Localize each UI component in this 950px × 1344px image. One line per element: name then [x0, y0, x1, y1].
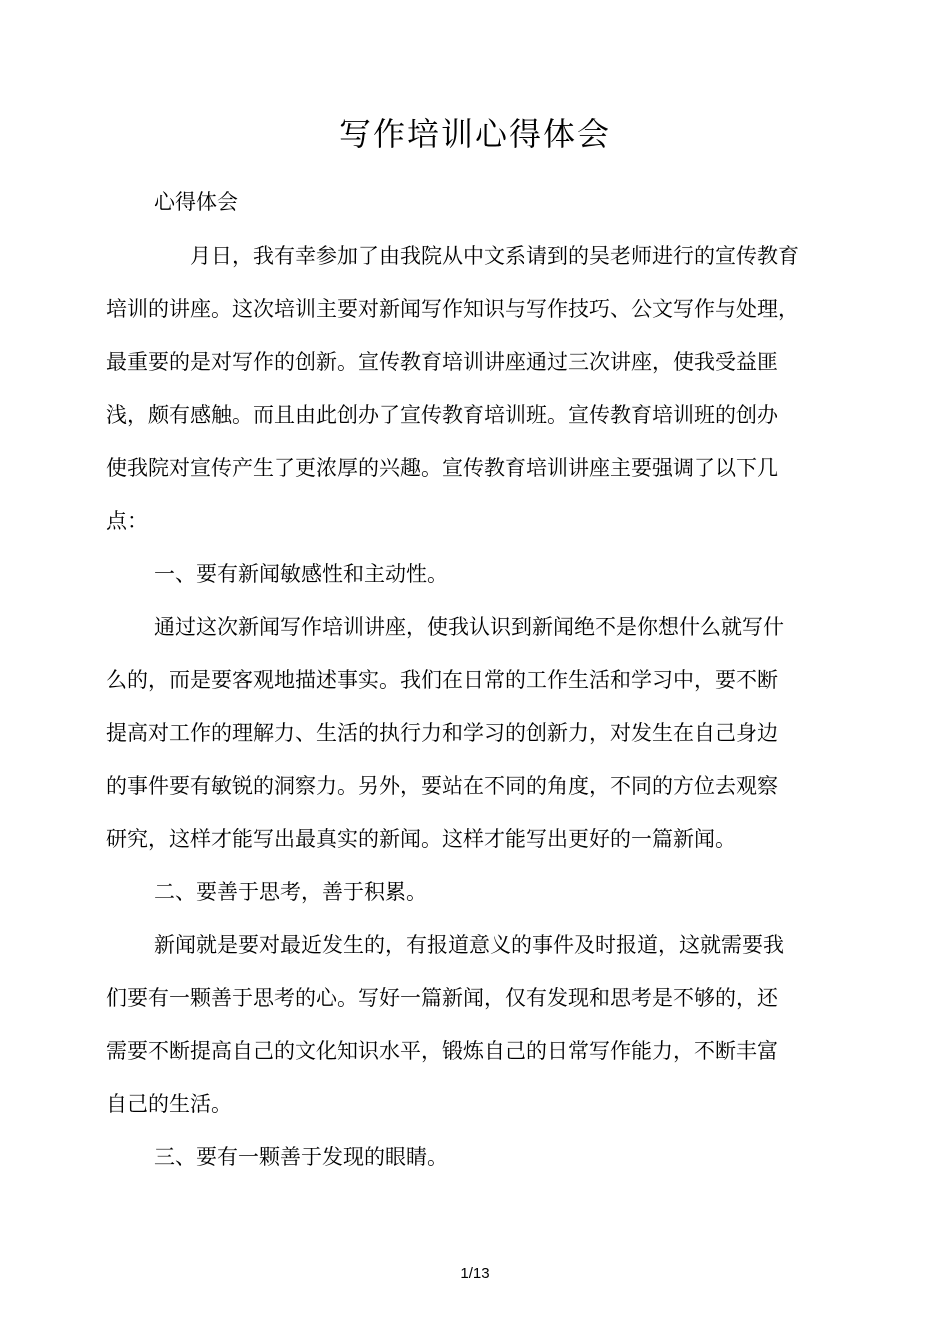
document-subtitle: 心得体会: [154, 190, 238, 214]
section-2-line: 们要有一颗善于思考的心。写好一篇新闻，仅有发现和思考是不够的，还: [106, 986, 778, 1010]
document-body: [106, 189, 850, 1197]
section-1-line: 么的，而是要客观地描述事实。我们在日常的工作生活和学习中，要不断: [106, 668, 778, 692]
intro-line: 浅，颇有感触。而且由此创办了宣传教育培训班。宣传教育培训班的创办: [106, 403, 778, 427]
section-2-line: 需要不断提高自己的文化知识水平，锻炼自己的日常写作能力，不断丰富: [106, 1039, 778, 1063]
section-1-line: 通过这次新闻写作培训讲座，使我认识到新闻绝不是你想什么就写什: [154, 615, 784, 639]
page-number: 1/13: [460, 1265, 490, 1282]
intro-line: 月日，我有幸参加了由我院从中文系请到的吴老师进行的宣传教育: [190, 244, 799, 268]
section-2-line: 自己的生活。: [106, 1092, 232, 1116]
intro-paragraph: [106, 243, 850, 535]
document-title: 写作培训心得体会: [338, 115, 611, 153]
intro-line: 培训的讲座。这次培训主要对新闻写作知识与写作技巧、公文写作与处理，: [106, 297, 799, 321]
intro-line: 最重要的是对写作的创新。宣传教育培训讲座通过三次讲座，使我受益匪: [106, 350, 778, 374]
section-2-paragraph: [106, 932, 850, 1118]
intro-line: 使我院对宣传产生了更浓厚的兴趣。宣传教育培训讲座主要强调了以下几: [106, 456, 778, 480]
section-heading-2: 二、要善于思考，善于积累。: [154, 880, 427, 904]
section-2-line: 新闻就是要对最近发生的，有报道意义的事件及时报道，这就需要我: [154, 933, 784, 957]
section-heading-1: 一、要有新闻敏感性和主动性。: [154, 562, 448, 586]
section-1-line: 的事件要有敏锐的洞察力。另外，要站在不同的角度，不同的方位去观察: [106, 774, 778, 798]
section-1-paragraph: [106, 614, 850, 853]
intro-line: 点：: [106, 509, 148, 533]
section-heading-3: 三、要有一颗善于发现的眼睛。: [154, 1145, 448, 1169]
section-1-line: 研究，这样才能写出最真实的新闻。这样才能写出更好的一篇新闻。: [106, 827, 736, 851]
section-1-line: 提高对工作的理解力、生活的执行力和学习的创新力，对发生在自己身边: [106, 721, 778, 745]
